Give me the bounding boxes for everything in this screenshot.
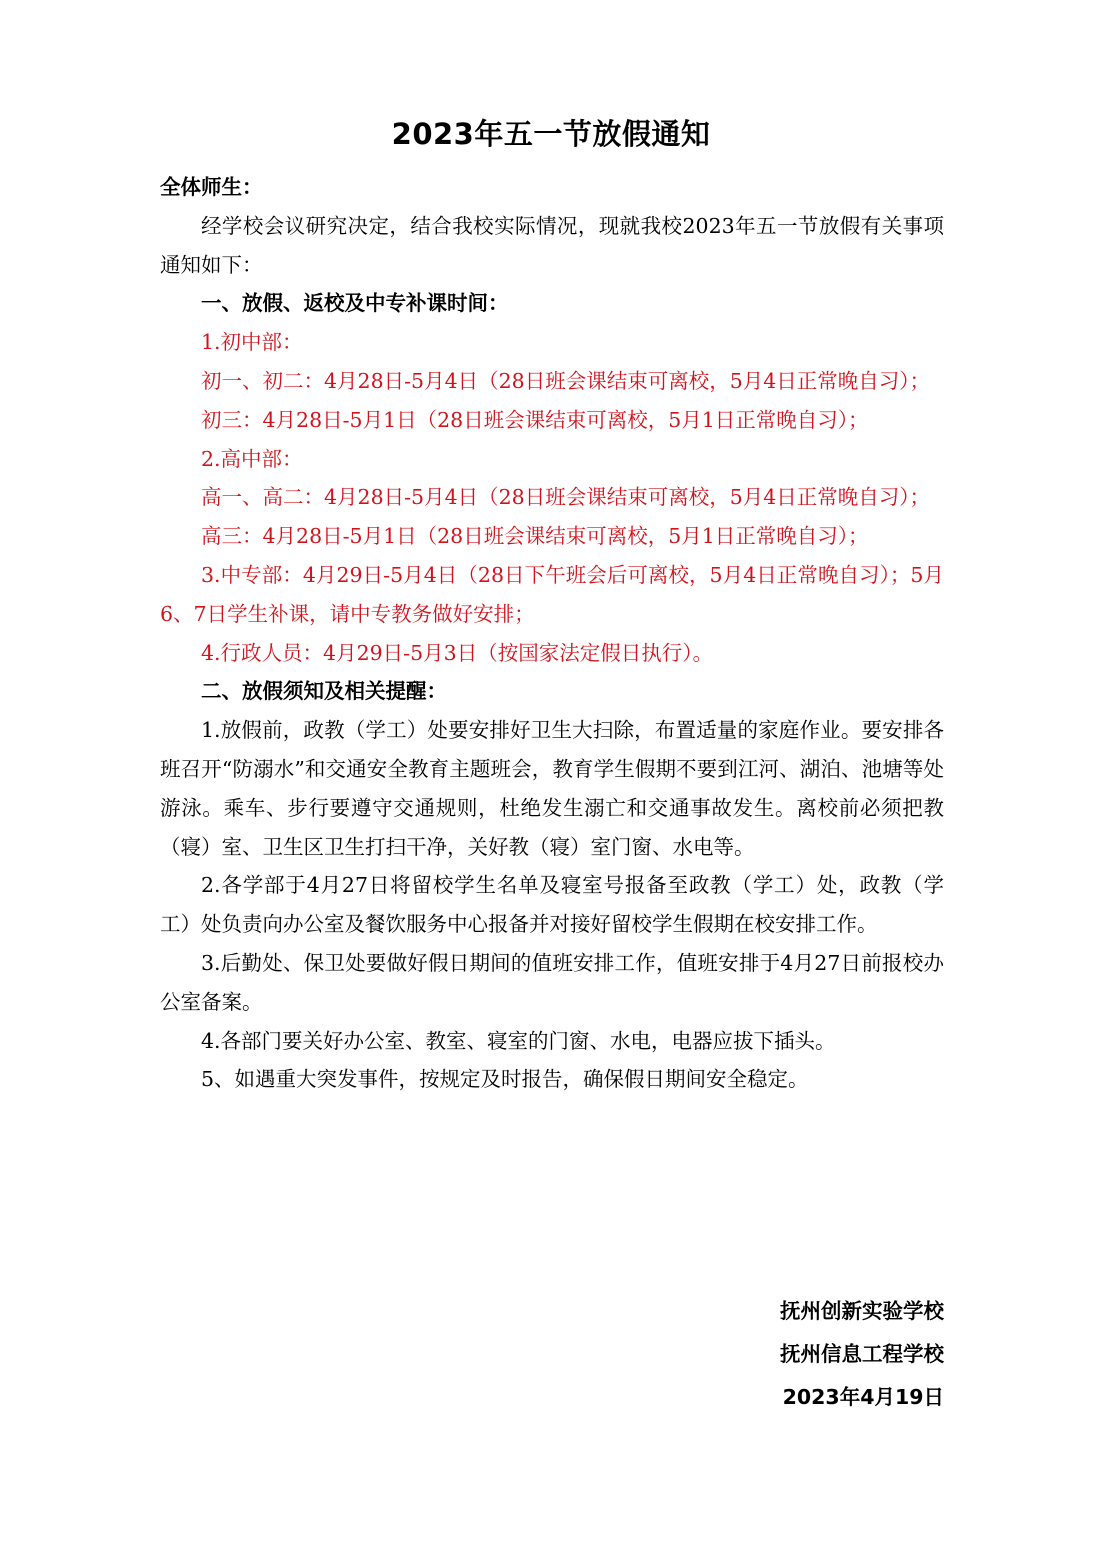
intro-paragraph: 经学校会议研究决定，结合我校实际情况，现就我校2023年五一节放假有关事项通知如下： — [160, 213, 944, 277]
section2-item-5: 5、如遇重大突发事件，按规定及时报告，确保假日期间安全稳定。 — [201, 1067, 809, 1092]
section2-item-4: 4.各部门要关好办公室、教室、寝室的门窗、水电，电器应拔下插头。 — [201, 1028, 836, 1053]
signature-org-2: 抚州信息工程学校 — [780, 1342, 944, 1366]
section1-item-senior-grade1-2: 高一、高二：4月28日-5月4日（28日班会课结束可离校，5月4日正常晚自习）； — [201, 485, 931, 510]
signature-org-1: 抚州创新实验学校 — [780, 1299, 944, 1323]
signature-block — [780, 1290, 944, 1419]
section2-item-2: 2.各学部于4月27日将留校学生名单及寝室号报备至政教（学工）处，政教（学工）处负责向办公室及餐饮服务中心报备并对接好留校学生假期在校安排工作。 — [160, 873, 944, 937]
notice-body — [160, 168, 944, 1099]
section1-item-junior: 1.初中部： — [201, 330, 303, 355]
section2-item-3: 3.后勤处、保卫处要做好假日期间的值班安排工作，值班安排于4月27日前报校办公室备案。 — [160, 950, 944, 1014]
section2-heading: 二、放假须知及相关提醒： — [201, 679, 447, 704]
section1-item-junior-grade1-2: 初一、初二：4月28日-5月4日（28日班会课结束可离校，5月4日正常晚自习）； — [201, 368, 931, 393]
greeting: 全体师生： — [160, 175, 263, 199]
section1-item-junior-grade3: 初三：4月28日-5月1日（28日班会课结束可离校，5月1日正常晚自习）； — [201, 407, 869, 432]
signature-date: 2023年4月19日 — [782, 1385, 944, 1409]
section1-item-senior: 2.高中部： — [201, 446, 303, 471]
page-title: 2023年五一节放假通知 — [391, 117, 711, 151]
section1-item-admin-staff: 4.行政人员：4月29日-5月3日（按国家法定假日执行）。 — [201, 640, 713, 665]
section2-item-1: 1.放假前，政教（学工）处要安排好卫生大扫除，布置适量的家庭作业。要安排各班召开“防溺水”和交通安全教育主题班会，教育学生假期不要到江河、湖泊、池塘等处游泳。乘车、步行要遵守交通规则，杜绝发生溺亡和交通事故发生。离校前必须把教（寝）室、卫生区卫生打扫干净，关好教（寝）室门窗、水电等。 — [160, 718, 944, 859]
section1-item-senior-grade3: 高三：4月28日-5月1日（28日班会课结束可离校，5月1日正常晚自习）； — [201, 524, 869, 549]
section1-heading: 一、放假、返校及中专补课时间： — [201, 291, 509, 316]
section1-item-vocational: 3.中专部：4月29日-5月4日（28日下午班会后可离校，5月4日正常晚自习）；5月6、7日学生补课，请中专教务做好安排； — [160, 562, 944, 626]
